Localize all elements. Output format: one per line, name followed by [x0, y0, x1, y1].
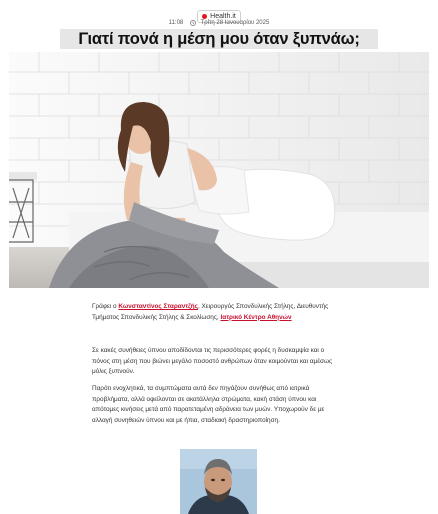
clock-icon — [190, 20, 196, 26]
author-link[interactable]: Κωνσταντίνος Σταραντζής — [118, 303, 198, 310]
author-byline — [92, 302, 342, 323]
publish-time: 11:08 — [168, 20, 184, 26]
article-title: Γιατί πονά η μέση μου όταν ξυπνάω; — [60, 29, 378, 49]
woman-back-pain-photo — [9, 52, 429, 288]
author-portrait-photo — [180, 449, 257, 514]
clinic-link[interactable]: Ιατρικό Κέντρο Αθηνών — [220, 313, 292, 321]
hero-image — [9, 52, 429, 288]
category-label: Health.it — [210, 13, 236, 20]
author-role: , Χειρουργός Σπονδυλικής Στήλης, Διευθυντής Τμήματος Σπονδυλικής Στήλης & Σκολίωσης, — [92, 303, 329, 321]
publish-date: Τρίτη 28 Ιανουαρίου 2025 — [200, 20, 270, 26]
article-paragraph: Παρότι ενοχλητικά, τα συμπτώματα αυτά δεν πηγάζουν συνήθως από ιατρικά προβλήματα, αλλά οφείλονται σε ακατάλληλα στρώματα, κακή στάση ύπνου και απότομες κινήσεις μετά από παρατεταμένη αδράνεια των μυών. Υποχωρούν δε με αλλαγή συνηθειών ύπνου και με ήπια, σταδιακή δραστηριοποίηση. — [92, 385, 325, 424]
article-meta — [0, 19, 438, 28]
author-photo — [180, 449, 257, 514]
byline-prefix: Γράφει ο — [92, 303, 119, 310]
article-paragraph: Σε κακές συνήθειες ύπνου αποδίδονται τις περισσότερες φορές η δυσκαμψία και ο πόνος στη μέση που βιώνει μεγάλο ποσοστό ανθρώπων όταν κοιμούνται και αμέσως μόλις ξυπνούν. — [92, 347, 333, 375]
